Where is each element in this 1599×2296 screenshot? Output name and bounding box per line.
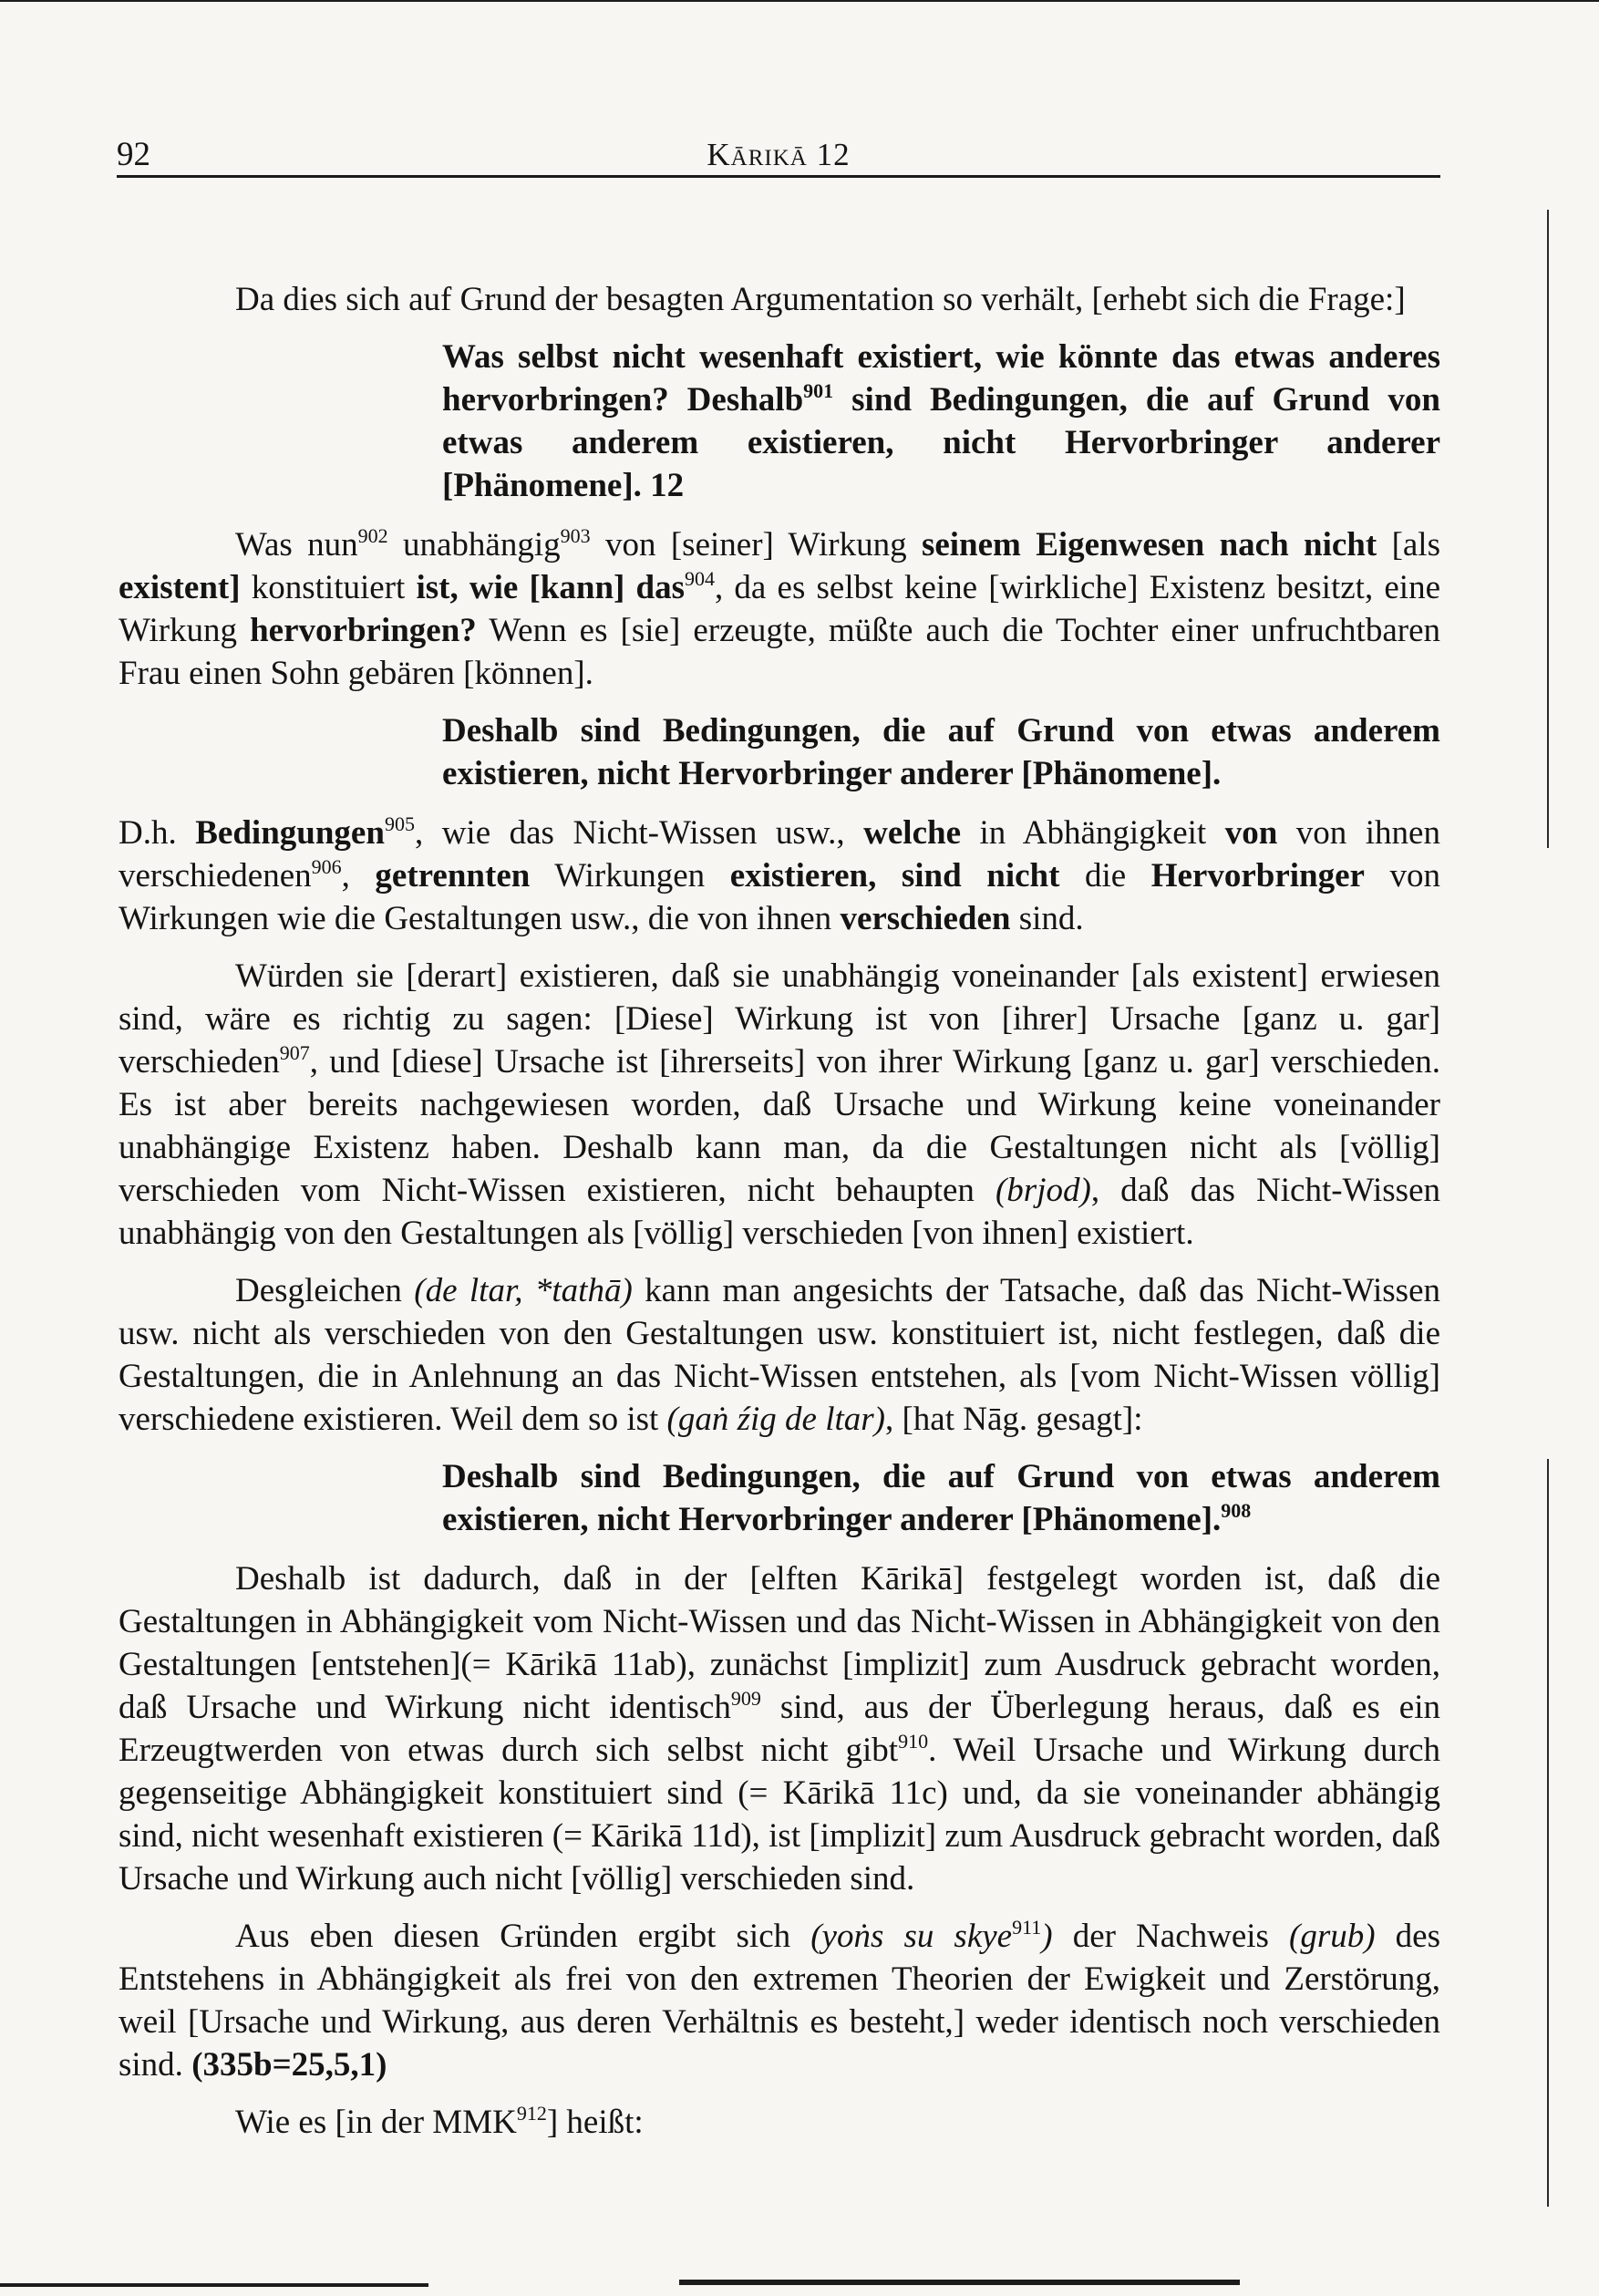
text-span: des Entstehens in Abhängigkeit als frei von den extremen Theorien der Ewigkeit und Zerstörung, weil [Ursache und Wirkung, aus deren Verhältnis es besteht,] weder identisch noch verschieden sind.: [119, 1918, 1440, 2084]
text-span: Aus eben diesen Gründen ergibt sich: [235, 1918, 811, 1955]
text-span: von ihnen verschiedenen: [119, 814, 1440, 895]
bold-span: ist, wie [kann]: [416, 569, 625, 606]
bold-span: von: [1224, 814, 1278, 852]
italic-span: (yoṅs su skye: [810, 1918, 1013, 1955]
bold-span: verschieden: [840, 900, 1011, 937]
text-span: Deshalb sind Bedingungen, die auf Grund von etwas anderem existieren, nicht Hervorbringer anderer [Phänomene].: [442, 712, 1440, 792]
scan-bottom-bar: [679, 2280, 1240, 2285]
bold-span: Bedingungen: [195, 814, 385, 852]
text-span: kann man angesichts der Tatsache, daß das Nicht-Wissen usw. nicht als verschieden von den Gestaltungen usw. konstituiert ist, nicht festlegen, daß die Gestaltungen, die in Anlehnung an das Nicht-Wissen entstehen, als [vom Nicht-Wissen völlig] verschiedene existieren. Weil dem so ist: [119, 1272, 1441, 1438]
text-span: [als: [1377, 526, 1440, 564]
text-span: , daß das Nicht-Wissen unabhängig von den Gestaltungen als [völlig] verschieden [von ihnen] existiert.: [119, 1172, 1440, 1252]
text-span: Was nun: [235, 526, 358, 564]
footnote-ref: 905: [384, 812, 415, 835]
text-span: ] heißt:: [546, 2104, 644, 2141]
scan-edge-line: [1547, 1459, 1549, 2207]
text-span: ,: [341, 857, 376, 895]
text-span: sind.: [1010, 900, 1084, 937]
main-text: [119, 278, 1440, 2158]
bold-span: das: [635, 569, 686, 606]
paragraph: [119, 523, 1440, 695]
text-span: in Abhängigkeit: [961, 814, 1225, 852]
bold-span: seinem Eigenwesen nach nicht: [921, 526, 1377, 564]
text-span: von [seiner] Wirkung: [590, 526, 922, 564]
footnote-ref: 911: [1012, 1916, 1042, 1939]
footnote-ref: 902: [357, 524, 388, 547]
running-title: Kārikā 12: [707, 137, 851, 172]
italic-span: (brjod): [995, 1172, 1091, 1209]
text-span: die: [1059, 857, 1151, 895]
footnote-ref: 910: [898, 1730, 929, 1753]
bold-span: Hervorbringer: [1150, 857, 1365, 895]
footnote-ref: 901: [803, 379, 834, 402]
italic-span: ): [1041, 1918, 1053, 1955]
paragraph: [119, 1915, 1440, 2086]
footnote-ref: 903: [560, 524, 591, 547]
text-span: der Nachweis: [1052, 1918, 1290, 1955]
scan-edge-line: [1547, 210, 1549, 848]
text-span: , wie das Nicht-Wissen usw.,: [414, 814, 864, 852]
text-span: . Weil Ursache und Wirkung durch gegenseitige Abhängigkeit konstituiert sind (= Kārikā 11c) und, da sie voneinander abhängig sind, nicht wesenhaft existieren (= Kārikā 11d), ist [implizit] zum Ausdruck gebracht worden, daß Ursache und Wirkung auch nicht [völlig] verschieden sind.: [119, 1732, 1440, 1898]
page-number: 92: [117, 136, 150, 173]
paragraph: [119, 955, 1440, 1255]
text-span: von Wirkungen wie die Gestaltungen usw., die von ihnen: [119, 857, 1441, 937]
text-span: Wirkungen: [530, 857, 730, 895]
paragraph: [119, 278, 1440, 321]
bold-span: existent]: [119, 569, 241, 606]
italic-span: (de ltar, *tathā): [414, 1272, 633, 1309]
karika-verse: [442, 336, 1440, 507]
bold-span: existieren, sind nicht: [729, 857, 1060, 895]
paragraph: [119, 2101, 1440, 2144]
bold-span: welche: [863, 814, 962, 852]
text-span: sind Bedingungen, die auf Grund von etwas anderem existieren, nicht Hervorbringer anderer [Phänomene]. 12: [442, 381, 1441, 504]
footnote-ref: 907: [279, 1041, 310, 1064]
text-span: , da es selbst keine [wirkliche] Existenz besitzt, eine Wirkung: [119, 569, 1440, 649]
text-span: sind, aus der Überlegung heraus, daß es ein Erzeugtwerden von etwas durch sich selbst nicht gibt: [119, 1689, 1441, 1769]
scan-top-bar: [0, 0, 1599, 2]
italic-span: (grub): [1289, 1918, 1376, 1955]
text-span: Deshalb sind Bedingungen, die auf Grund von etwas anderem existieren, nicht Hervorbringer anderer [Phänomene].: [442, 1458, 1440, 1538]
text-span: D.h.: [119, 814, 196, 852]
text-span: Würden sie [derart] existieren, daß sie unabhängig voneinander [als existent] erwiesen sind, wäre es richtig zu sagen: [Diese] Wirkung ist von [ihrer] Ursache [ganz u. gar] verschieden: [119, 957, 1440, 1081]
text-span: , und [diese] Ursache ist [ihrerseits] von ihrer Wirkung [ganz u. gar] verschieden. Es ist aber bereits nachgewiesen worden, daß Ursache und Wirkung keine voneinander unabhängige Existenz haben. Deshalb kann man, da die Gestaltungen nicht als [völlig] verschieden vom Nicht-Wissen existieren, nicht behaupten: [119, 1043, 1440, 1209]
text-span: [624, 569, 635, 606]
bold-span: hervorbringen?: [250, 612, 477, 649]
text-span: , [hat Nāg. gesagt]:: [884, 1401, 1143, 1438]
paragraph: [119, 1269, 1440, 1441]
bold-span: getrennten: [375, 857, 531, 895]
footnote-ref: 908: [1221, 1499, 1252, 1522]
text-span: Deshalb ist dadurch, daß in der [elften Kārikā] festgelegt worden ist, daß die Gestaltungen in Abhängigkeit vom Nicht-Wissen und das Nicht-Wissen in Abhängigkeit von den Gestaltungen [entstehen](= Kārikā 11ab), zunächst [implizit] zum Ausdruck gebracht worden, daß Ursache und Wirkung nicht identisch: [119, 1560, 1440, 1726]
text-span: Desgleichen: [235, 1272, 415, 1309]
footnote-ref: 904: [685, 567, 716, 590]
text-span: Wie es [in der MMK: [235, 2104, 517, 2141]
text-span: unabhängig: [387, 526, 561, 564]
bold-span: (335b=25,5,1): [191, 2046, 387, 2084]
karika-verse: [442, 709, 1440, 795]
footnote-ref: 909: [730, 1687, 761, 1710]
footnote-ref: 906: [311, 855, 342, 878]
text-span: Was selbst nicht wesenhaft existiert, wie könnte das etwas anderes hervorbringen? Deshalb: [442, 338, 1440, 419]
paragraph: [119, 812, 1440, 940]
text-span: Da dies sich auf Grund der besagten Argumentation so verhält, [erhebt sich die Frage:]: [235, 281, 1406, 318]
karika-verse: [442, 1455, 1440, 1541]
text-span: Wenn es [sie] erzeugte, müßte auch die Tochter einer unfruchtbaren Frau einen Sohn gebären [können].: [119, 612, 1440, 692]
italic-span: (gaṅ źig de ltar): [666, 1401, 885, 1438]
footnote-ref: 912: [516, 2102, 547, 2125]
scan-bottom-bar: [0, 2283, 428, 2287]
text-span: konstituiert: [240, 569, 417, 606]
running-header: [117, 135, 1440, 178]
paragraph: [119, 1557, 1440, 1900]
